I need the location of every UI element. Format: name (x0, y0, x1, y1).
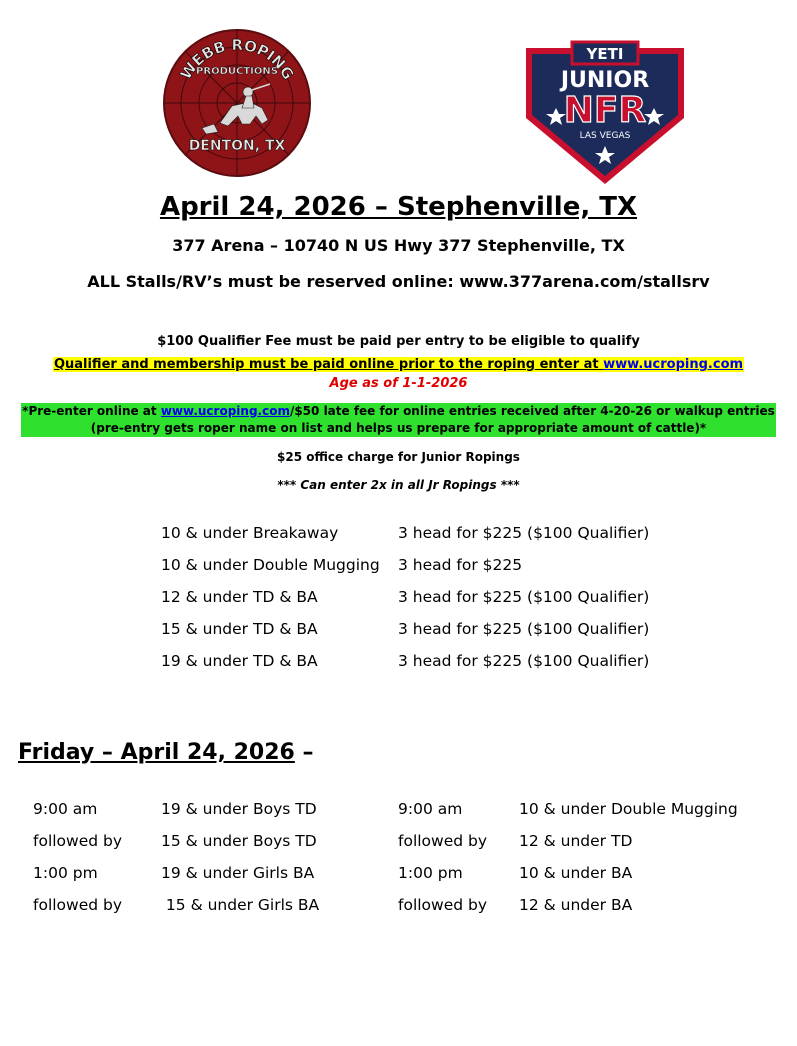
preenter-notice: *Pre-enter online at www.ucroping.com/$50 late fee for online entries received after 4-20-26 or walkup entries (pre-entry gets roper name on list and helps us prepare for appropriate amount of cattle)* (22, 404, 775, 435)
age-notice: Age as of 1-1-2026 (329, 376, 468, 391)
webb-top-text: WEBB ROPING (176, 35, 298, 83)
schedule-time: followed by (33, 832, 123, 850)
schedule-event: 10 & under BA (519, 864, 633, 882)
schedule-event: 12 & under BA (519, 896, 633, 914)
schedule-time: 9:00 am (33, 800, 98, 818)
event-name: 10 & under Breakaway (161, 524, 339, 542)
webb-roping-logo (162, 28, 312, 178)
event-price: 3 head for $225 ($100 Qualifier) (398, 588, 650, 606)
event-name: 12 & under TD & BA (161, 588, 318, 606)
schedule-time: followed by (398, 896, 488, 914)
schedule-event: 15 & under Boys TD (161, 832, 317, 850)
schedule-event: 19 & under Girls BA (161, 864, 315, 882)
event-price: 3 head for $225 ($100 Qualifier) (398, 524, 650, 542)
schedule-time: 9:00 am (398, 800, 463, 818)
event-price: 3 head for $225 (398, 556, 523, 574)
schedule-event: 15 & under Girls BA (161, 896, 320, 914)
enter-2x-notice: *** Can enter 2x in all Jr Ropings *** (277, 478, 520, 492)
nfr-line1-text: JUNIOR (560, 68, 650, 93)
webb-bottom-text: DENTON, TX (188, 138, 286, 154)
schedule-event: 10 & under Double Mugging (519, 800, 738, 818)
page-title: April 24, 2026 – Stephenville, TX (159, 192, 638, 222)
office-charge-notice: $25 office charge for Junior Ropings (277, 450, 520, 464)
event-price: 3 head for $225 ($100 Qualifier) (398, 620, 650, 638)
event-name: 10 & under Double Mugging (161, 556, 380, 574)
schedule-time: 1:00 pm (398, 864, 463, 882)
nfr-line2-text: NFR (563, 90, 647, 131)
schedule-event: 19 & under Boys TD (161, 800, 317, 818)
stalls-notice: ALL Stalls/RV’s must be reserved online: www.377arena.com/stallsrv (87, 272, 710, 291)
preenter-ucroping-link[interactable]: www.ucroping.com (160, 404, 290, 418)
arena-address: 377 Arena – 10740 N US Hwy 377 Stephenville, TX (172, 236, 625, 255)
webb-mid-text: PRODUCTIONS (196, 66, 278, 77)
schedule-time: 1:00 pm (33, 864, 98, 882)
event-price: 3 head for $225 ($100 Qualifier) (398, 652, 650, 670)
schedule-time: followed by (398, 832, 488, 850)
nfr-brand-text: YETI (586, 45, 624, 63)
schedule-time: followed by (33, 896, 123, 914)
event-name: 15 & under TD & BA (161, 620, 318, 638)
event-name: 19 & under TD & BA (161, 652, 318, 670)
nfr-line3-text: LAS VEGAS (579, 131, 631, 141)
schedule-heading: Friday – April 24, 2026 – (18, 740, 314, 765)
schedule-event: 12 & under TD (519, 832, 633, 850)
junior-nfr-logo (520, 38, 690, 186)
qualifier-membership-notice: Qualifier and membership must be paid online prior to the roping enter at www.ucroping.com (53, 357, 744, 372)
ucroping-link[interactable]: www.ucroping.com (603, 357, 744, 372)
qualifier-fee-notice: $100 Qualifier Fee must be paid per entry to be eligible to qualify (157, 334, 640, 349)
